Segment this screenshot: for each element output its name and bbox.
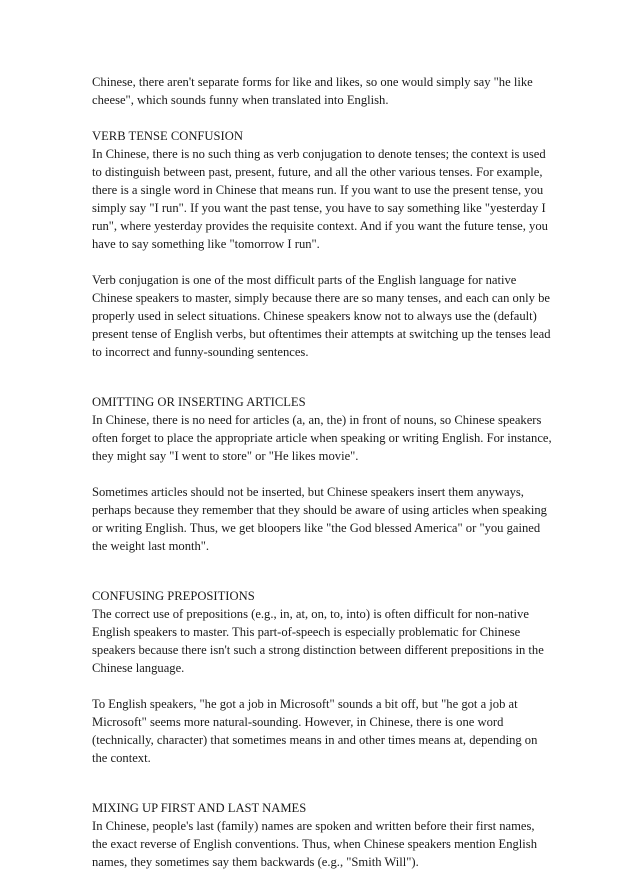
articles-paragraph-1: In Chinese, there is no need for articles (a, an, the) in front of nouns, so Chinese speakers often forget to place the appropriate article when speaking or writing English. For instance, they might say "I went to store" or "He likes movie".: [92, 413, 552, 463]
prepositions-paragraph-1: The correct use of prepositions (e.g., in, at, on, to, into) is often difficult for non-native English speakers to master. This part-of-speech is especially problematic for Chinese speakers because there isn't such a strong distinction between different prepositions in the Chinese language.: [92, 607, 544, 675]
prepositions-paragraph-2: To English speakers, "he got a job in Microsoft" sounds a bit off, but "he got a job at Microsoft" seems more natural-sounding. However, in Chinese, there is one word (technically, character) that sometimes means in and other times means at, depending on the context.: [92, 697, 538, 765]
intro-paragraph: Chinese, there aren't separate forms for like and likes, so one would simply say "he like cheese", which sounds funny when translated into English.: [92, 75, 533, 107]
section-heading-verb-tense: VERB TENSE CONFUSION: [92, 129, 243, 143]
names-paragraph-1: In Chinese, people's last (family) names are spoken and written before their first names, the exact reverse of English conventions. Thus, when Chinese speakers mention English names, they sometimes say them backwards (e.g., "Smith Will").: [92, 819, 537, 869]
spacer: [92, 677, 552, 695]
verb-tense-paragraph-1: In Chinese, there is no such thing as verb conjugation to denote tenses; the context is used to distinguish between past, present, future, and all the other various tenses. For example, there is a single word in Chinese that means run. If you want to use the present tense, you simply say "I run". If you want the past tense, you have to say something like "yesterday I run", where yesterday provides the requisite context. And if you want the future tense, you have to say something like "tomorrow I run".: [92, 147, 548, 251]
document-page: [92, 73, 552, 871]
verb-tense-paragraph-2: Verb conjugation is one of the most difficult parts of the English language for native Chinese speakers to master, simply because there are so many tenses, and each can only be properly used in select situations. Chinese speakers know not to always use the (default) present tense of English verbs, but oftentimes their attempts at switching up the tenses lead to incorrect and funny-sounding sentences.: [92, 273, 551, 359]
spacer: [92, 555, 552, 587]
section-heading-names: MIXING UP FIRST AND LAST NAMES: [92, 801, 307, 815]
spacer: [92, 109, 552, 127]
section-heading-prepositions: CONFUSING PREPOSITIONS: [92, 589, 255, 603]
articles-paragraph-2: Sometimes articles should not be inserted, but Chinese speakers insert them anyways, perhaps because they remember that they should be aware of using articles when speaking or writing English. Thus, we get bloopers like "the God blessed America" or "you gained the weight last month".: [92, 485, 547, 553]
section-heading-articles: OMITTING OR INSERTING ARTICLES: [92, 395, 306, 409]
spacer: [92, 253, 552, 271]
spacer: [92, 465, 552, 483]
spacer: [92, 767, 552, 799]
spacer: [92, 361, 552, 393]
